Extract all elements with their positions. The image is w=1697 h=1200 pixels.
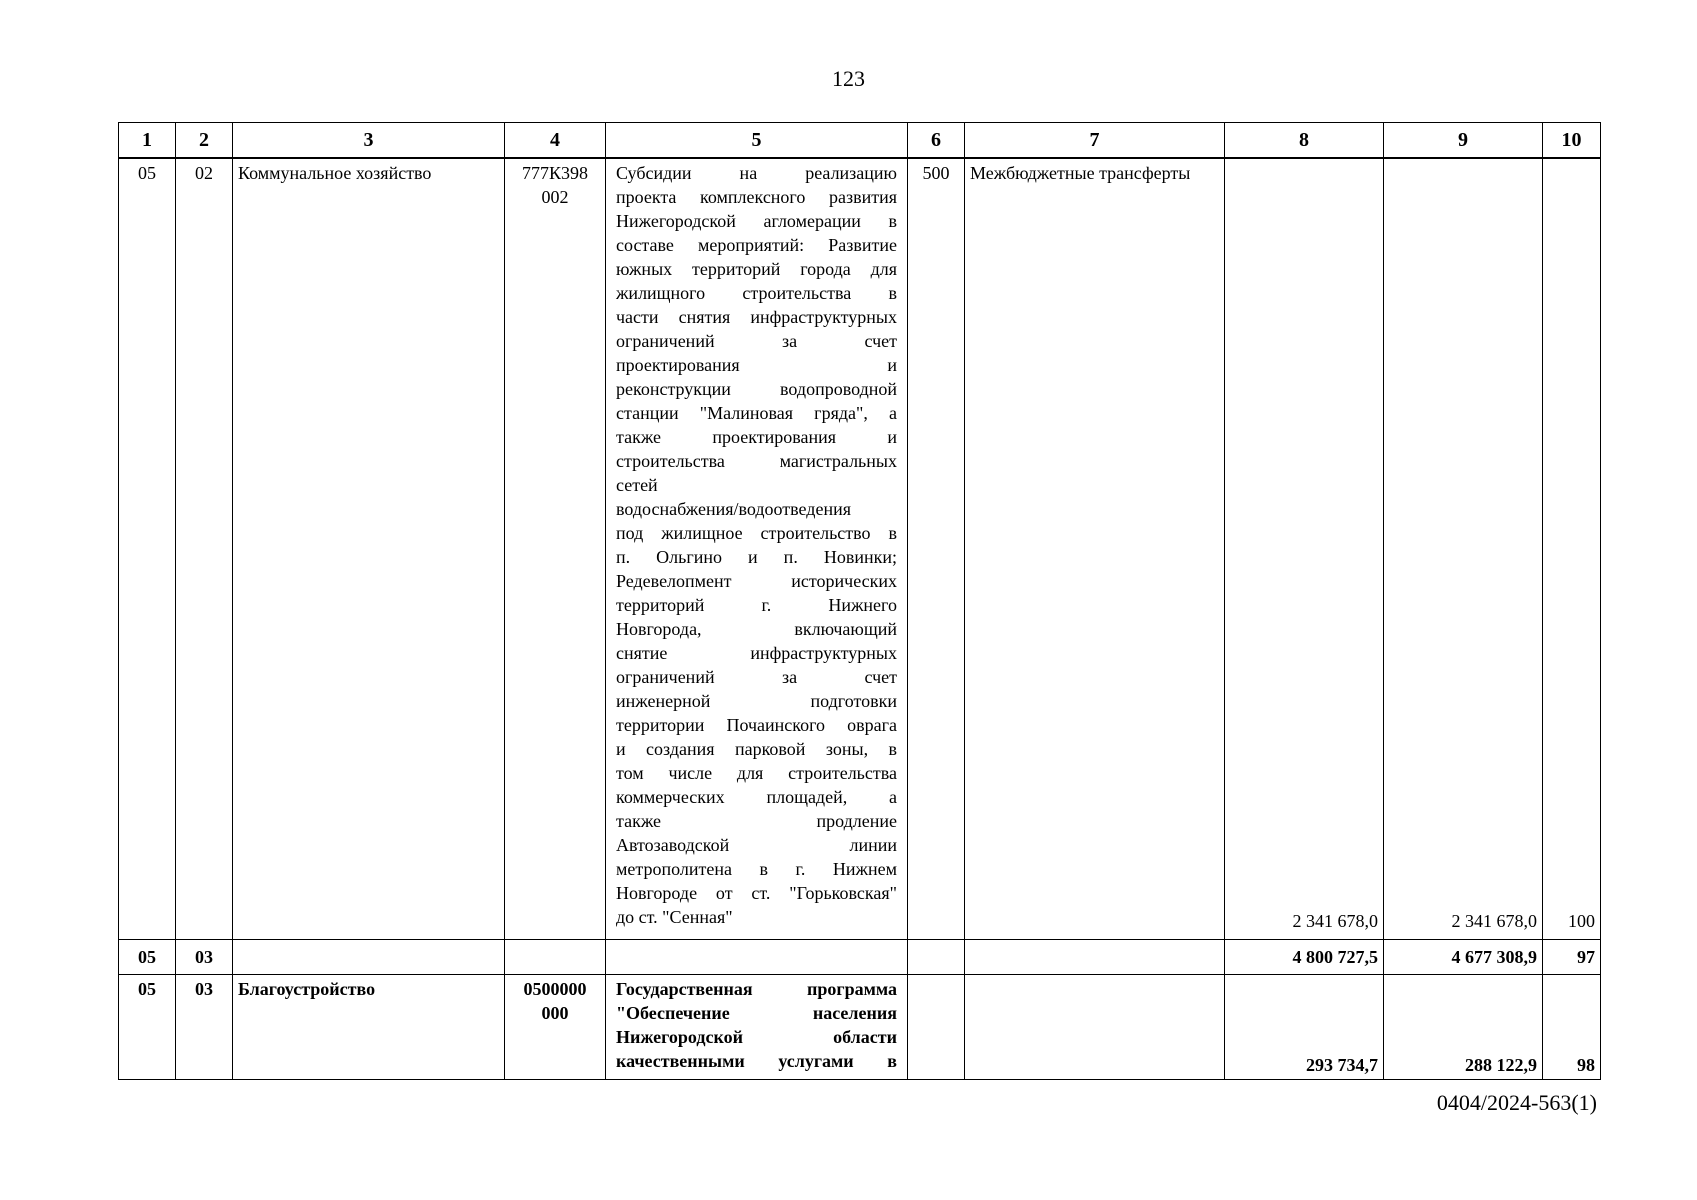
subsection-code: 02 [176,158,233,940]
description-line: Субсидии на реализацию [616,163,897,183]
amount-planned: 4 800 727,5 [1225,940,1384,975]
amount-planned: 2 341 678,0 [1225,158,1384,940]
description-line: части снятия инфраструктурных [616,307,897,327]
header-col-5: 5 [606,123,908,159]
description-line: Нижегородской агломерации в [616,211,897,231]
header-col-7: 7 [965,123,1225,159]
description-line: составе мероприятий: Развитие [616,235,897,255]
document-code: 0404/2024-563(1) [1436,1090,1597,1115]
section-name [233,940,505,975]
description-line: Редевелопмент исторических [616,571,897,591]
expense-type-name: Межбюджетные трансферты [965,158,1225,940]
description-line: также проектирования и [616,427,897,447]
description-line: Новгороде от ст. "Горьковская" [616,883,897,903]
description-line: коммерческих площадей, а [616,787,897,807]
expense-type-code [908,975,965,1080]
table-row [119,158,1601,940]
description-line: до ст. "Сенная" [616,907,733,927]
description-line: качественными услугами в [616,1051,897,1071]
description-line: и создания парковой зоны, в [616,739,897,759]
header-row [119,123,1601,159]
subsection-code: 03 [176,975,233,1080]
description-line: реконструкции водопроводной [616,379,897,399]
expenditure-description [606,940,908,975]
section-name: Благоустройство [233,975,505,1080]
description-line: ограничений за счет [616,331,897,351]
amount-executed: 288 122,9 [1384,975,1543,1080]
table-row [119,940,1601,975]
description-line: проектирования и [616,355,897,375]
description-line: территорий г. Нижнего [616,595,897,615]
description-line: Автозаводской линии [616,835,897,855]
header-col-8: 8 [1225,123,1384,159]
expense-type-name [965,940,1225,975]
description-line: станции "Малиновая гряда", а [616,403,897,423]
description-line: проекта комплексного развития [616,187,897,207]
execution-percent: 98 [1543,975,1601,1080]
description-line: ограничений за счет [616,667,897,687]
header-col-6: 6 [908,123,965,159]
section-name: Коммунальное хозяйство [233,158,505,940]
execution-percent: 97 [1543,940,1601,975]
target-article-code [505,940,606,975]
expense-type-code: 500 [908,158,965,940]
expenditure-description [606,975,908,1080]
header-col-10: 10 [1543,123,1601,159]
description-line: метрополитена в г. Нижнем [616,859,897,879]
description-line: сетей [616,475,658,495]
description-line: Государственная программа [616,979,897,999]
expense-type-name [965,975,1225,1080]
description-line: жилищного строительства в [616,283,897,303]
expense-type-code [908,940,965,975]
table-row [119,975,1601,1080]
description-line: под жилищное строительство в [616,523,897,543]
execution-percent: 100 [1543,158,1601,940]
target-article-code: 0500000 000 [505,975,606,1080]
description-line: территории Почаинского оврага [616,715,897,735]
description-line: инженерной подготовки [616,691,897,711]
budget-table [118,122,1601,1080]
description-line: также продление [616,811,897,831]
header-col-9: 9 [1384,123,1543,159]
header-col-2: 2 [176,123,233,159]
description-line: Нижегородской области [616,1027,897,1047]
amount-planned: 293 734,7 [1225,975,1384,1080]
header-col-3: 3 [233,123,505,159]
section-code: 05 [119,158,176,940]
description-line: строительства магистральных [616,451,897,471]
description-line: том числе для строительства [616,763,897,783]
description-line: снятие инфраструктурных [616,643,897,663]
expenditure-description [606,158,908,940]
subsection-code: 03 [176,940,233,975]
header-col-1: 1 [119,123,176,159]
amount-executed: 2 341 678,0 [1384,158,1543,940]
description-line: п. Ольгино и п. Новинки; [616,547,897,567]
section-code: 05 [119,975,176,1080]
target-article-code: 777К398 002 [505,158,606,940]
amount-executed: 4 677 308,9 [1384,940,1543,975]
description-line: Новгорода, включающий [616,619,897,639]
header-col-4: 4 [505,123,606,159]
description-line: "Обеспечение населения [616,1003,897,1023]
section-code: 05 [119,940,176,975]
description-line: водоснабжения/водоотведения [616,499,852,519]
description-line: южных территорий города для [616,259,897,279]
page-number: 123 [832,66,865,91]
